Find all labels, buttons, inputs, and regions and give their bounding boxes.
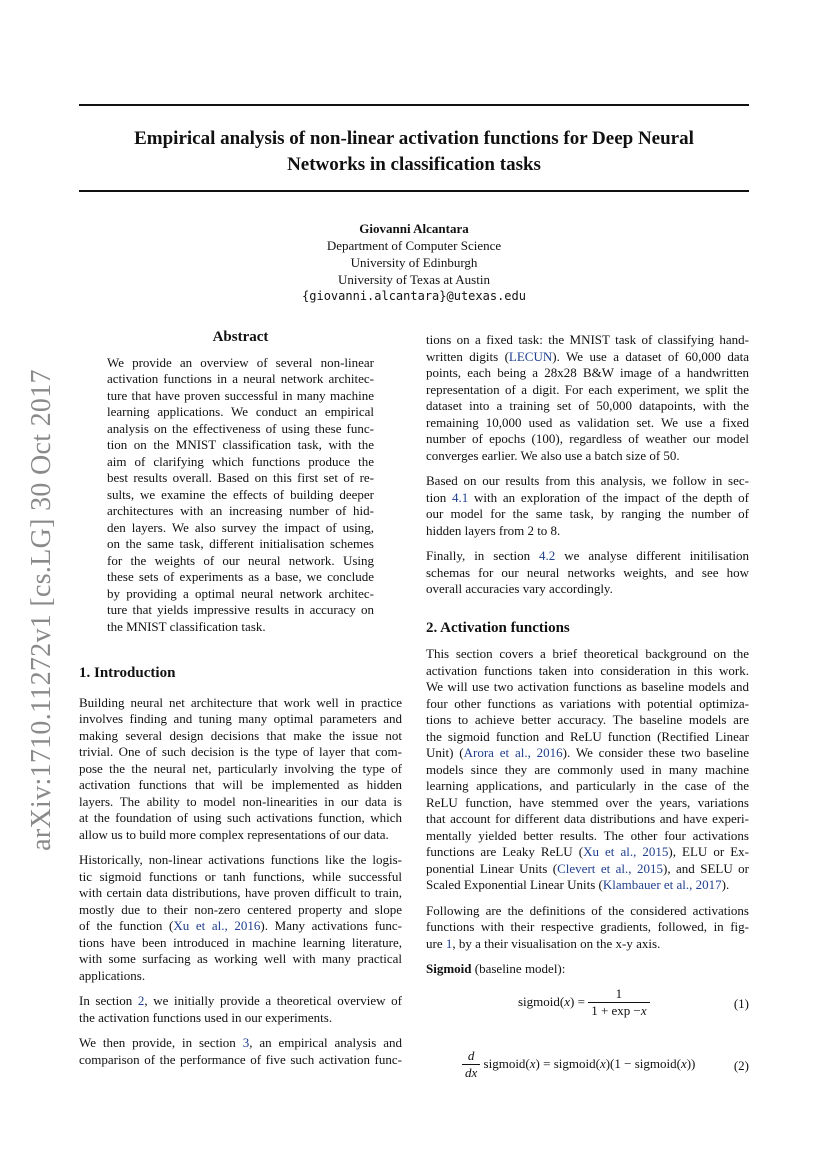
figure-ref-link[interactable]: 1 bbox=[445, 935, 453, 951]
text-fragment: ). bbox=[721, 877, 730, 892]
text-fragment: tion bbox=[426, 489, 452, 505]
affiliation-univ-2: University of Texas at Austin bbox=[338, 272, 490, 287]
eq2-body-d: )) bbox=[686, 1055, 696, 1071]
text-fragment: ), ELU or Ex- bbox=[668, 844, 750, 859]
text-line: our model for the same task, by ranging the number of bbox=[426, 506, 749, 521]
intro-paragraph-2 bbox=[79, 852, 402, 984]
text-fragment: written digits ( bbox=[426, 348, 509, 364]
text-line: layers. The ability to model non-linearities in our data is bbox=[79, 793, 402, 809]
text-line: This section covers a brief theoretical background on the bbox=[426, 646, 749, 661]
author-block bbox=[79, 220, 749, 305]
equation-2-body bbox=[462, 1048, 695, 1082]
citation-link[interactable]: Klambauer et al., 2017 bbox=[602, 877, 722, 892]
arxiv-identifier: arXiv:1710.11272v1 [cs.LG] 30 Oct 2017 bbox=[26, 369, 57, 851]
abstract-line: activation functions in a neural network architec- bbox=[107, 371, 374, 386]
abstract-line: the MNIST classification task. bbox=[107, 618, 266, 634]
text-line bbox=[426, 844, 749, 861]
paper-title bbox=[79, 126, 749, 178]
sigmoid-note: (baseline model): bbox=[471, 961, 566, 976]
abstract-line: ture that have proven successful in many machine bbox=[107, 387, 374, 403]
title-line-2: Networks in classification tasks bbox=[287, 154, 541, 175]
equation-1 bbox=[426, 986, 749, 1026]
text-line: mentally yielded better results. The other four activations bbox=[426, 827, 749, 843]
eq2-body-b: ) = sigmoid( bbox=[535, 1055, 600, 1071]
text-line: schemas for our neural networks weights, and see how bbox=[426, 564, 749, 580]
eq1-lhs-a: sigmoid( bbox=[518, 993, 565, 1009]
text-line: activation functions taken into consideration in this work. bbox=[426, 662, 749, 678]
text-line bbox=[426, 877, 749, 894]
top-rule bbox=[79, 104, 749, 106]
text-line: learning applications, and particularly in the case of the bbox=[426, 778, 749, 793]
affiliation-univ-1: University of Edinburgh bbox=[350, 255, 478, 270]
eq1-lhs-b: ) = bbox=[570, 993, 589, 1009]
eq1-numerator: 1 bbox=[588, 986, 649, 1004]
abstract-line: by providing a optimal neural network architec- bbox=[107, 585, 374, 601]
text-line: ReLU function, have stemmed over the years, variations bbox=[426, 794, 749, 810]
text-line: Based on our results from this analysis, we follow in sec- bbox=[426, 473, 749, 488]
left-column bbox=[79, 329, 402, 1068]
section-ref-link[interactable]: 4.2 bbox=[539, 548, 556, 563]
text-line: hidden layers from 2 to 8. bbox=[426, 522, 561, 538]
citation-link[interactable]: LECUN bbox=[508, 348, 553, 364]
text-line bbox=[79, 1035, 402, 1052]
text-fragment: Finally, in section bbox=[426, 548, 540, 563]
abstract-line: learning applications. We conduct an empirical bbox=[107, 404, 374, 419]
section2-paragraph-1 bbox=[426, 646, 749, 894]
intro-paragraph-4 bbox=[79, 1035, 402, 1068]
text-line: allow us to build more complex representations of our data. bbox=[79, 826, 389, 842]
text-line bbox=[426, 745, 749, 762]
text-fragment: , we initially provide a theoretical overview of bbox=[144, 993, 403, 1008]
text-fragment: , by a their visualisation on the x-y axis. bbox=[452, 935, 661, 951]
abstract-body bbox=[107, 355, 374, 636]
text-line bbox=[426, 861, 749, 878]
eq2-d-num: d bbox=[467, 1047, 475, 1063]
text-line: Historically, non-linear activations functions like the logis- bbox=[79, 852, 402, 867]
text-line: involves finding and tuning many optimal parameters and bbox=[79, 711, 402, 726]
title-line-1: Empirical analysis of non-linear activation functions for Deep Neural bbox=[134, 128, 694, 149]
text-line: functions with their respective gradients, followed, in fig- bbox=[426, 919, 749, 934]
text-line: pose the the neural net, particularly involving the type of bbox=[79, 760, 402, 776]
abstract-line: architectures with an increasing number of hid- bbox=[107, 503, 374, 518]
text-line: four other functions as variations with potential optimiza- bbox=[426, 695, 749, 711]
text-line bbox=[426, 490, 749, 507]
text-line: points, each being a 28x28 B&W image of a handwritten bbox=[426, 365, 749, 380]
text-line: making several design decisions that make the issue not bbox=[79, 727, 402, 743]
eq2-var-2: x bbox=[599, 1055, 606, 1071]
abstract-line: We provide an overview of several non-linear bbox=[107, 354, 374, 370]
abstract-line: these sets of experiments as a base, we conclude bbox=[107, 569, 374, 584]
text-line: converges earlier. We also use a batch size of 50. bbox=[426, 447, 680, 463]
text-line: the activation functions used in our experiments. bbox=[79, 1009, 333, 1025]
text-line: that account for different data distributions and have experi- bbox=[426, 811, 749, 826]
text-fragment: Unit) ( bbox=[426, 745, 464, 760]
intro-paragraph-3 bbox=[79, 993, 402, 1026]
text-fragment: of the function ( bbox=[79, 918, 174, 933]
sigmoid-label-line bbox=[426, 961, 749, 978]
abstract-line: ture that yields impressive results in accuracy on bbox=[107, 602, 374, 617]
text-fragment: ), and SELU or bbox=[662, 860, 749, 876]
abstract-line: den layers. We also survey the impact of using, bbox=[107, 519, 374, 535]
eq2-derivative bbox=[462, 1048, 480, 1082]
text-line: the sigmoid function and ReLU function (Rectified Linear bbox=[426, 728, 749, 744]
right-column bbox=[426, 332, 749, 1088]
text-line: trivial. One of such decision is the type of layer that com- bbox=[79, 744, 402, 759]
author-name: Giovanni Alcantara bbox=[359, 221, 469, 236]
text-fragment: with an exploration of the impact of the depth of bbox=[468, 489, 749, 505]
text-line bbox=[426, 936, 749, 953]
section-ref-link[interactable]: 4.1 bbox=[452, 489, 469, 505]
text-line bbox=[79, 918, 402, 935]
section-ref-link[interactable]: 3 bbox=[242, 1035, 250, 1050]
text-line: We will use two activation functions as baseline models and bbox=[426, 679, 749, 694]
text-line: activation functions that will be implemented as hidden bbox=[79, 777, 402, 792]
sigmoid-label: Sigmoid bbox=[426, 961, 472, 976]
author-email: {giovanni.alcantara}@utexas.edu bbox=[302, 289, 526, 303]
abstract-heading: Abstract bbox=[212, 329, 269, 345]
abstract-line: best results overall. Based on this first set of re- bbox=[107, 470, 374, 485]
text-fragment: We then provide, in section bbox=[79, 1035, 243, 1050]
text-fragment: In section bbox=[79, 993, 138, 1008]
text-line: Building neural net architecture that work well in practice bbox=[79, 694, 402, 710]
equation-1-number: (1) bbox=[733, 995, 749, 1011]
text-line: with certain data distributions, have proven difficult to train, bbox=[79, 885, 402, 900]
eq1-den-a: 1 + exp − bbox=[591, 1003, 641, 1018]
text-line: tions on a fixed task: the MNIST task of classifying hand- bbox=[426, 332, 749, 347]
citation-link[interactable]: Xu et al., 2016 bbox=[173, 918, 261, 933]
text-fragment: ). Many activations func- bbox=[260, 918, 402, 933]
citation-link[interactable]: Arora et al., 2016 bbox=[463, 745, 563, 760]
eq1-fraction bbox=[588, 986, 649, 1020]
abstract-line: sults, we examine the effects of building deeper bbox=[107, 486, 374, 502]
text-line: overall accuracies vary accordingly. bbox=[426, 581, 613, 596]
abstract-line: for the weights of our neural network. Using bbox=[107, 552, 374, 568]
abstract-line: analysis on the effectiveness of using these func- bbox=[107, 420, 374, 436]
text-line: tic sigmoid functions or tanh functions, while successful bbox=[79, 868, 402, 884]
text-line bbox=[426, 548, 749, 565]
right-paragraph-3 bbox=[426, 548, 749, 598]
text-fragment: ). We consider these two baseline bbox=[562, 745, 749, 760]
citation-link[interactable]: Clevert et al., 2015 bbox=[557, 860, 663, 876]
text-line: Following are the definitions of the considered activations bbox=[426, 902, 749, 918]
title-bottom-rule bbox=[79, 190, 749, 192]
text-line: tions to achieve better accuracy. The baseline models are bbox=[426, 712, 749, 727]
text-fragment: functions are Leaky ReLU ( bbox=[426, 844, 584, 859]
text-fragment: Scaled Exponential Linear Units ( bbox=[426, 877, 603, 892]
text-line: with some surfacing as working well with many practical bbox=[79, 951, 402, 966]
eq2-body-c: )(1 − sigmoid( bbox=[605, 1055, 681, 1071]
text-line bbox=[426, 349, 749, 366]
text-line: representation of a digit. For each experiment, we split the bbox=[426, 381, 749, 397]
text-fragment: ponential Linear Units ( bbox=[426, 860, 558, 876]
abstract-line: on the same task, different initialisation schemes bbox=[107, 536, 374, 551]
text-fragment: ure bbox=[426, 935, 446, 951]
equation-1-body bbox=[518, 986, 650, 1020]
equation-2 bbox=[426, 1048, 749, 1088]
citation-link[interactable]: Xu et al., 2015 bbox=[583, 844, 669, 859]
text-line: tions have been introduced in machine learning literature, bbox=[79, 934, 402, 950]
text-line bbox=[79, 993, 402, 1010]
text-line: models since they are commonly used in many machine bbox=[426, 761, 749, 777]
text-line: applications. bbox=[79, 967, 146, 983]
section-heading-introduction: 1. Introduction bbox=[79, 665, 176, 681]
eq2-var-1: x bbox=[529, 1055, 536, 1071]
abstract-line: aim of clarifying which functions produce the bbox=[107, 453, 374, 469]
text-fragment: ). We use a dataset of 60,000 data bbox=[552, 348, 749, 364]
text-fragment: , an empirical analysis and bbox=[249, 1035, 402, 1050]
text-line: comparison of the performance of five such activation func- bbox=[79, 1051, 402, 1067]
text-line: dataset into a training set of 50,000 datapoints, with the bbox=[426, 398, 749, 413]
text-fragment: we analyse different initilisation bbox=[555, 548, 749, 563]
eq1-denominator bbox=[588, 1003, 649, 1020]
section2-paragraph-2 bbox=[426, 903, 749, 953]
eq2-d-den: dx bbox=[465, 1065, 478, 1080]
section-heading-activation-functions: 2. Activation functions bbox=[426, 619, 570, 636]
text-line: mostly due to their non-zero centered property and slope bbox=[79, 901, 402, 917]
eq1-var: x bbox=[564, 993, 571, 1009]
right-paragraph-2 bbox=[426, 473, 749, 539]
equation-2-number: (2) bbox=[733, 1057, 749, 1073]
eq2-body-a: sigmoid( bbox=[480, 1055, 530, 1071]
right-paragraph-1 bbox=[426, 332, 749, 464]
eq1-den-var: x bbox=[640, 1003, 647, 1018]
text-line: number of epochs (100), regardless of weather our model bbox=[426, 431, 749, 446]
text-line: at the foundation of using such activations function, which bbox=[79, 810, 402, 825]
abstract-line: tion on the MNIST classification task, with the bbox=[107, 437, 374, 452]
affiliation-dept: Department of Computer Science bbox=[326, 238, 502, 253]
section-ref-link[interactable]: 2 bbox=[137, 993, 145, 1008]
text-line: remaining 10,000 used as validation set. We use a fixed bbox=[426, 414, 749, 430]
eq2-var-3: x bbox=[680, 1055, 687, 1071]
intro-paragraph-1 bbox=[79, 695, 402, 844]
